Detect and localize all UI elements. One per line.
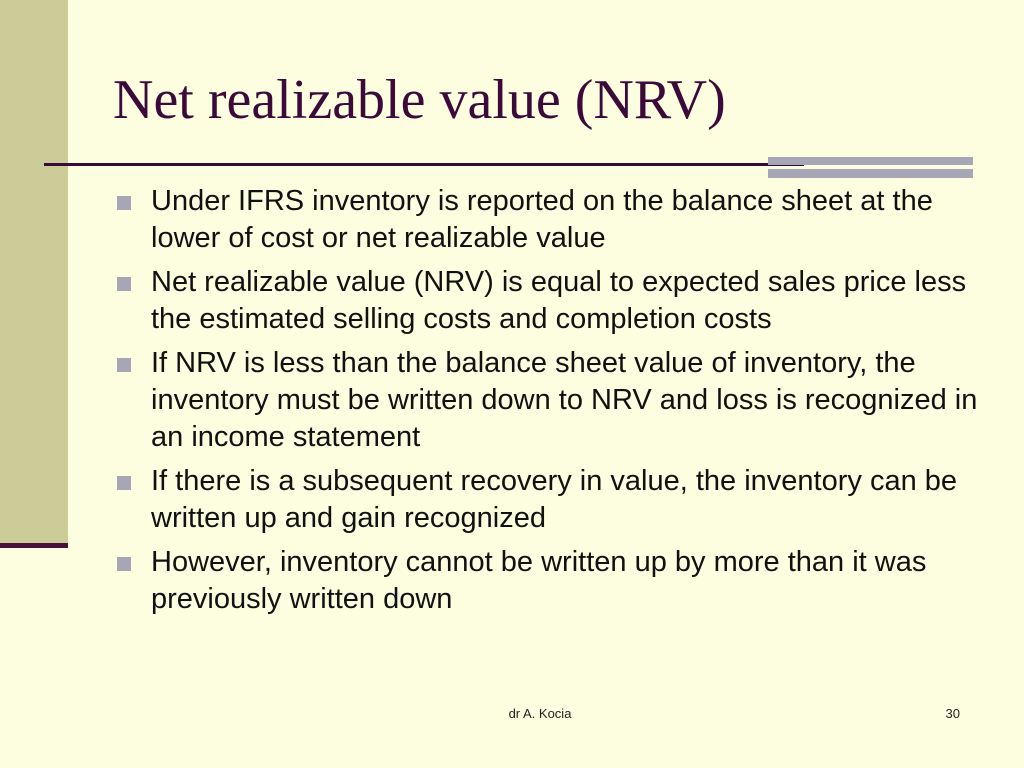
slide-number: 30 <box>945 706 960 721</box>
slide-title: Net realizable value (NRV) <box>113 69 726 131</box>
bullet-text: If there is a subsequent recovery in value, the inventory can be written up and gain recognized <box>151 465 958 534</box>
bullet-list <box>113 183 983 625</box>
accent-bars <box>768 157 973 179</box>
square-bullet-icon <box>117 277 131 291</box>
square-bullet-icon <box>117 358 131 372</box>
square-bullet-icon <box>117 557 131 571</box>
bullet-item <box>113 463 983 537</box>
left-band-bottom-rule <box>0 543 68 548</box>
bullet-item <box>113 345 983 456</box>
bullet-text: If NRV is less than the balance sheet value of inventory, the inventory must be written down to NRV and loss is recognized in an income statement <box>151 347 978 453</box>
bullet-item <box>113 264 983 338</box>
left-decorative-band <box>0 0 68 546</box>
accent-bar-top <box>768 157 973 165</box>
bullet-item <box>113 544 983 618</box>
accent-bar-bottom <box>768 169 973 178</box>
bullet-item <box>113 183 983 257</box>
footer-author: dr A. Kocia <box>508 706 572 721</box>
square-bullet-icon <box>117 476 131 490</box>
square-bullet-icon <box>117 196 131 210</box>
bullet-text: Under IFRS inventory is reported on the balance sheet at the lower of cost or net realizable value <box>151 185 933 254</box>
bullet-text: However, inventory cannot be written up by more than it was previously written down <box>151 546 927 615</box>
title-underline-rule <box>44 163 804 166</box>
bullet-text: Net realizable value (NRV) is equal to expected sales price less the estimated selling costs and completion costs <box>151 266 967 335</box>
